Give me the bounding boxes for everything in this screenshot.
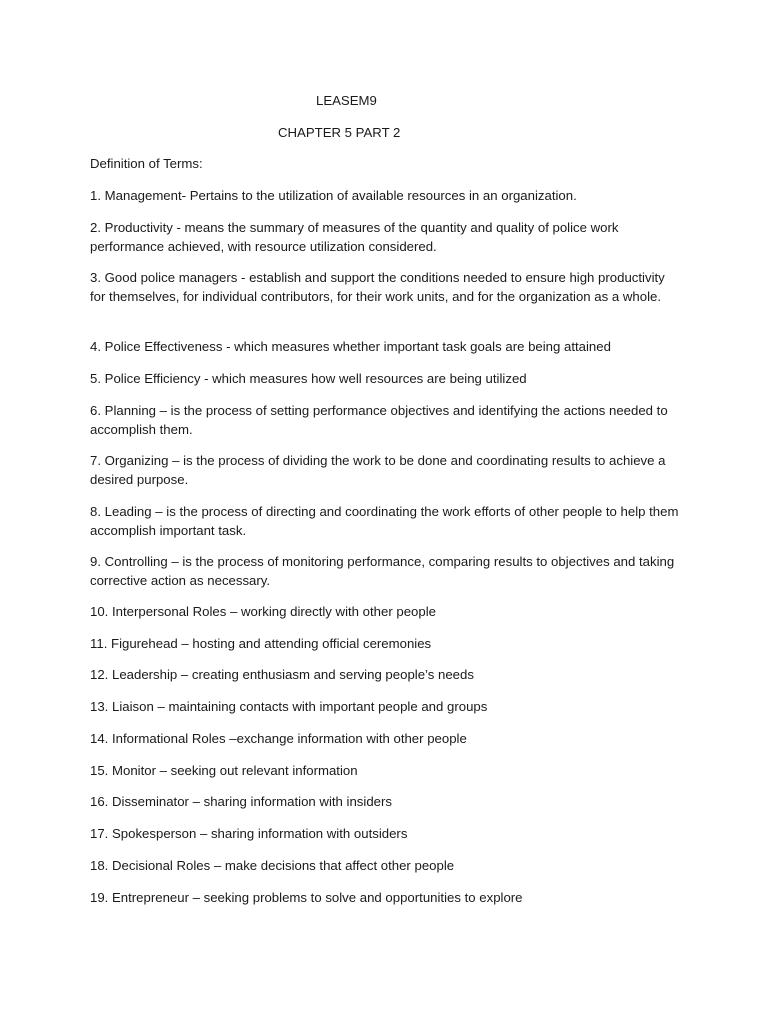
term-item: 12. Leadership – creating enthusiasm and serving people’s needs bbox=[90, 667, 474, 682]
term-item: 5. Police Efficiency - which measures how well resources are being utilized bbox=[90, 371, 527, 386]
term-item: 3. Good police managers - establish and support the conditions needed to ensure high productivity for themselves, for individual contributors, for their work units, and for the organization as a whole. bbox=[90, 270, 665, 304]
term-item: 8. Leading – is the process of directing and coordinating the work efforts of other people to help them accomplish important task. bbox=[90, 504, 679, 538]
term-item: 2. Productivity - means the summary of measures of the quantity and quality of police work performance achieved, with resource utilization considered. bbox=[90, 220, 619, 254]
term-item: 7. Organizing – is the process of dividing the work to be done and coordinating results to achieve a desired purpose. bbox=[90, 453, 666, 487]
term-item: 14. Informational Roles –exchange information with other people bbox=[90, 731, 467, 746]
term-item: 15. Monitor – seeking out relevant information bbox=[90, 763, 358, 778]
term-item: 1. Management- Pertains to the utilization of available resources in an organization. bbox=[90, 188, 577, 203]
term-item: 9. Controlling – is the process of monitoring performance, comparing results to objectives and taking corrective action as necessary. bbox=[90, 554, 675, 588]
term-item: 16. Disseminator – sharing information with insiders bbox=[90, 794, 392, 809]
term-item: 17. Spokesperson – sharing information with outsiders bbox=[90, 826, 408, 841]
document-subtitle: CHAPTER 5 PART 2 bbox=[278, 125, 401, 140]
section-heading: Definition of Terms: bbox=[90, 156, 203, 171]
document-title: LEASEM9 bbox=[316, 93, 377, 108]
term-item: 18. Decisional Roles – make decisions that affect other people bbox=[90, 858, 455, 873]
term-item: 13. Liaison – maintaining contacts with important people and groups bbox=[90, 699, 488, 714]
term-item: 19. Entrepreneur – seeking problems to solve and opportunities to explore bbox=[90, 890, 523, 905]
term-item: 10. Interpersonal Roles – working directly with other people bbox=[90, 604, 436, 619]
term-item: 6. Planning – is the process of setting performance objectives and identifying the actions needed to accomplish them. bbox=[90, 403, 668, 437]
term-item: 4. Police Effectiveness - which measures whether important task goals are being attained bbox=[90, 339, 611, 354]
term-item: 11. Figurehead – hosting and attending official ceremonies bbox=[90, 636, 432, 651]
